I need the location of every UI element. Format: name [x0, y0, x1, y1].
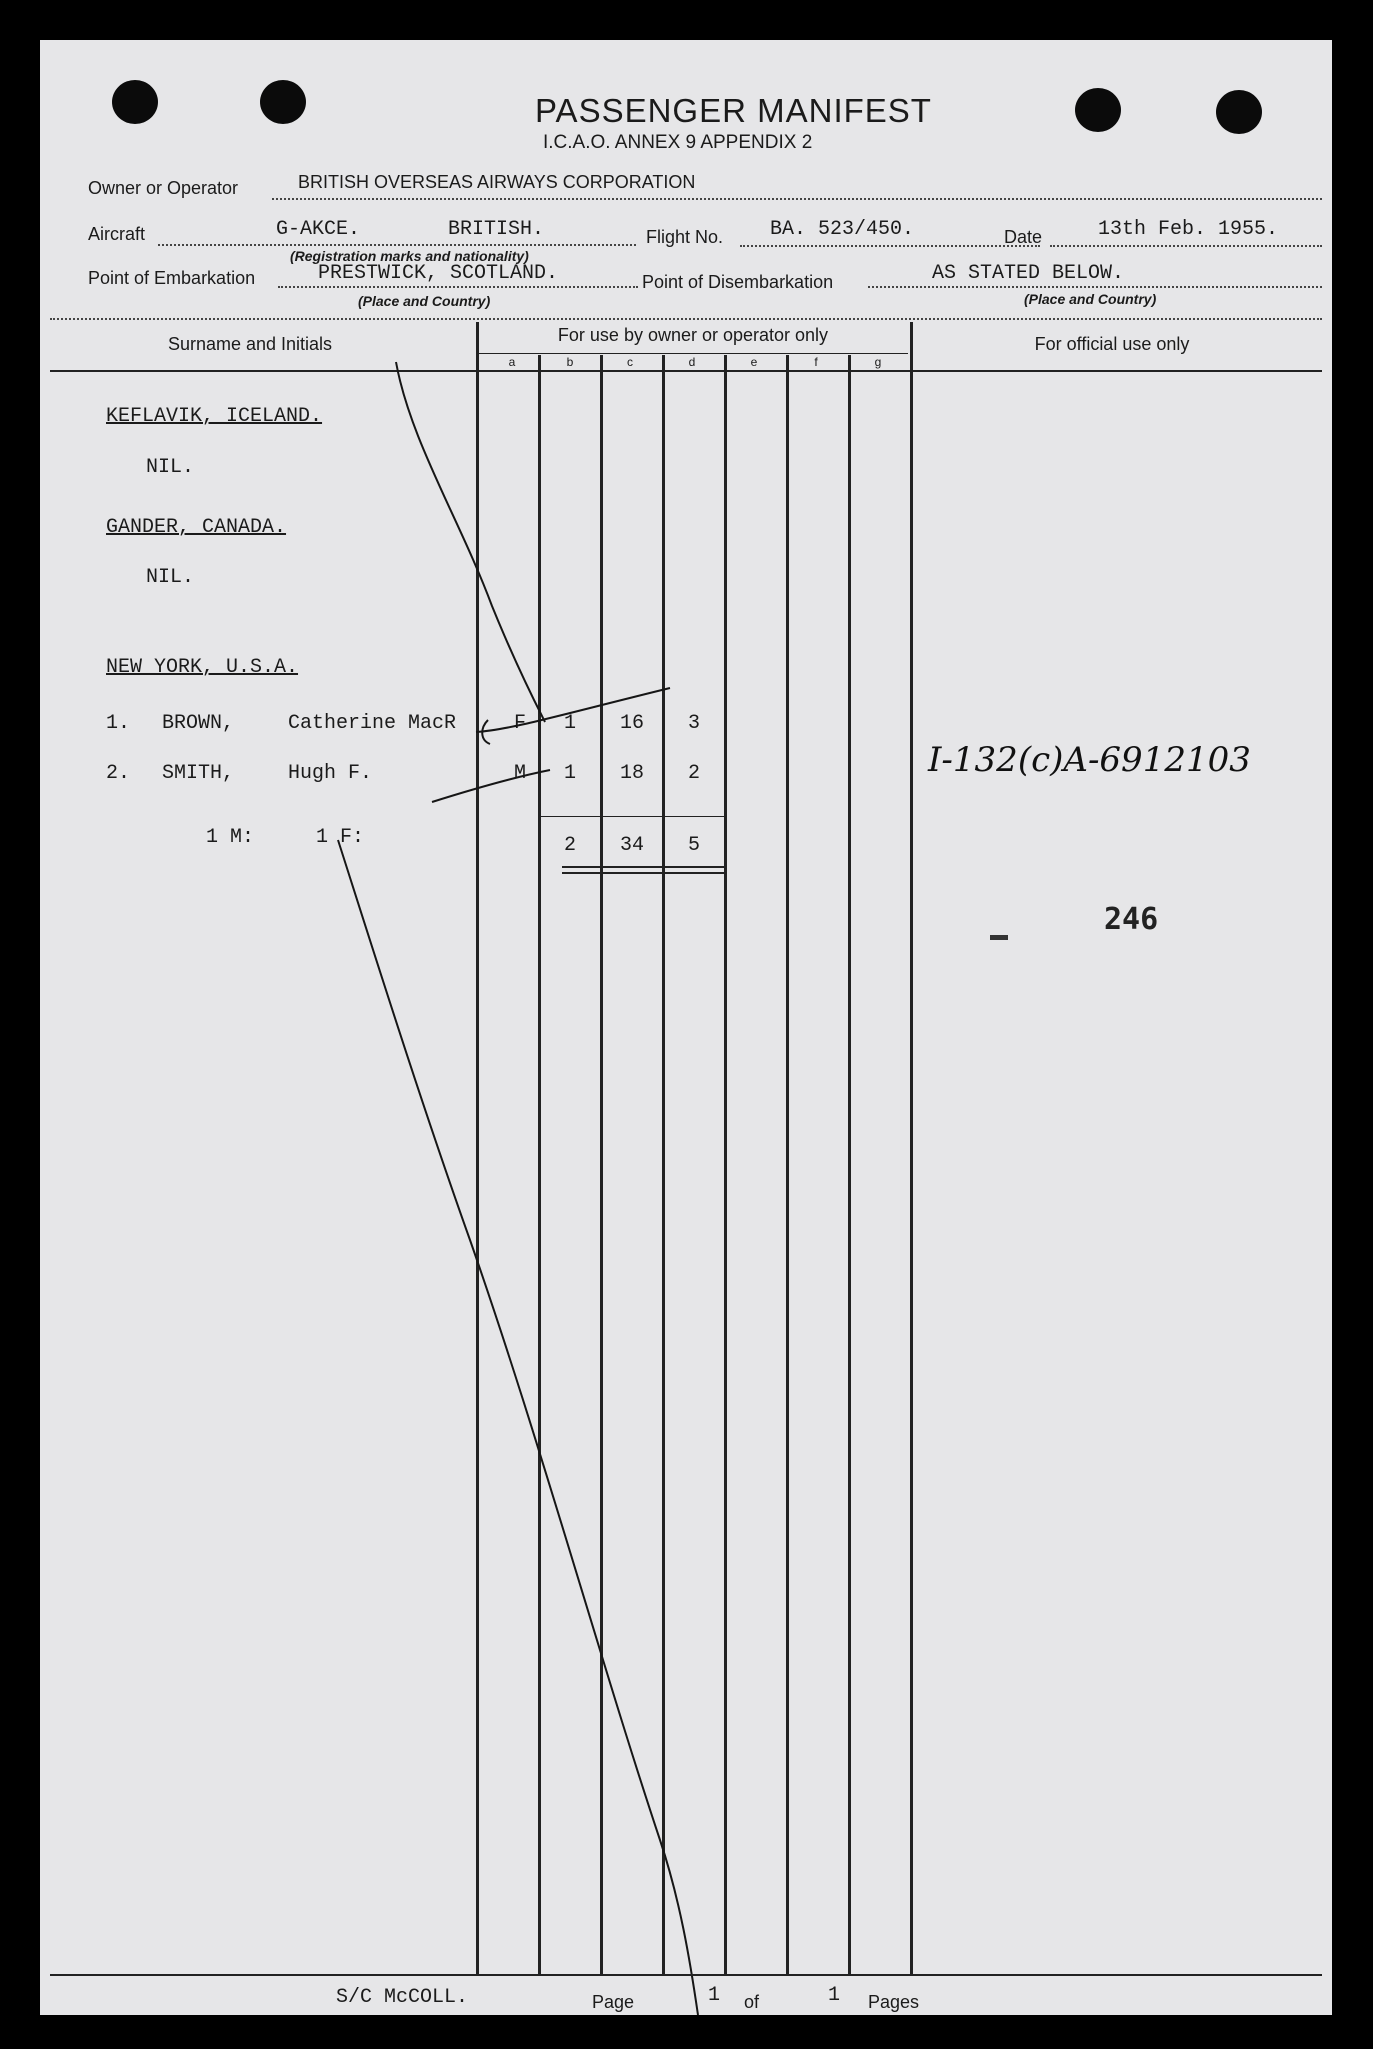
- col-header-operator: For use by owner or operator only: [557, 325, 829, 345]
- col-header-official: For official use only: [1034, 334, 1190, 354]
- passenger-surname: SMITH,: [162, 762, 235, 785]
- destination-gander: GANDER, CANADA.: [106, 516, 287, 539]
- disembarkation-value: AS STATED BELOW.: [932, 262, 1125, 285]
- page-label: Page: [592, 1992, 635, 2012]
- subcol-b: b: [566, 355, 574, 369]
- stamp-number: 246: [1104, 902, 1159, 937]
- passenger-col-b: 1: [563, 762, 576, 785]
- registration-note: (Registration marks and nationality): [290, 248, 529, 264]
- page-title: PASSENGER MANIFEST: [535, 92, 932, 129]
- handwritten-reference: I-132(c)A-6912103: [928, 740, 1251, 780]
- pages-label: Pages: [868, 1992, 920, 2012]
- total-pages: 1: [828, 1984, 841, 2007]
- of-label: of: [744, 1992, 760, 2012]
- total-col-b: 2: [563, 834, 576, 857]
- embarkation-note: (Place and Country): [358, 293, 491, 309]
- aircraft-label: Aircraft: [88, 224, 146, 244]
- embarkation-value: PRESTWICK, SCOTLAND.: [318, 262, 559, 285]
- passenger-sex: F: [514, 712, 527, 735]
- passenger-given-name: Hugh F.: [288, 762, 373, 785]
- total-col-c: 34: [619, 834, 644, 857]
- subcol-f: f: [814, 355, 818, 369]
- subcol-g: g: [874, 355, 882, 369]
- flight-number: BA. 523/450.: [770, 218, 915, 241]
- subcol-a: a: [508, 355, 516, 369]
- destination-keflavik-value: NIL.: [146, 456, 195, 479]
- owner-value: BRITISH OVERSEAS AIRWAYS CORPORATION: [298, 172, 696, 192]
- manifest-page: [40, 40, 1332, 2015]
- passenger-surname: BROWN,: [162, 712, 235, 735]
- signatory: S/C McCOLL.: [336, 1986, 469, 2009]
- aircraft-nationality: BRITISH.: [448, 218, 545, 241]
- subcol-e: e: [750, 355, 758, 369]
- date-label: Date: [1004, 227, 1043, 247]
- page-number: 1: [708, 1984, 721, 2007]
- destination-gander-value: NIL.: [146, 566, 195, 589]
- subcol-d: d: [688, 355, 696, 369]
- destination-keflavik: KEFLAVIK, ICELAND.: [106, 405, 323, 428]
- destination-new-york: NEW YORK, U.S.A.: [106, 656, 299, 679]
- total-col-d: 5: [687, 834, 700, 857]
- embarkation-label: Point of Embarkation: [88, 268, 256, 288]
- passenger-given-name: Catherine MacR: [288, 712, 457, 735]
- passenger-number: 2.: [106, 762, 131, 785]
- owner-label: Owner or Operator: [88, 178, 239, 198]
- disembarkation-note: (Place and Country): [1024, 291, 1157, 307]
- passenger-col-d: 3: [687, 712, 700, 735]
- subcol-c: c: [627, 355, 633, 369]
- summary-female: 1 F:: [316, 826, 365, 849]
- aircraft-registration: G-AKCE.: [276, 218, 361, 241]
- passenger-number: 1.: [106, 712, 131, 735]
- passenger-col-c: 18: [619, 762, 644, 785]
- passenger-col-b: 1: [563, 712, 576, 735]
- footer-rule: [50, 1974, 1322, 1976]
- col-header-surname: Surname and Initials: [167, 334, 333, 354]
- passenger-col-d: 2: [687, 762, 700, 785]
- disembarkation-label: Point of Disembarkation: [642, 272, 834, 292]
- summary-male: 1 M:: [206, 826, 255, 849]
- passenger-sex: M: [514, 762, 527, 785]
- flight-date: 13th Feb. 1955.: [1098, 218, 1279, 241]
- cancel-strokes: [40, 40, 1332, 2015]
- flight-label: Flight No.: [646, 227, 724, 247]
- passenger-col-c: 16: [619, 712, 644, 735]
- page-subtitle: I.C.A.O. ANNEX 9 APPENDIX 2: [543, 132, 813, 153]
